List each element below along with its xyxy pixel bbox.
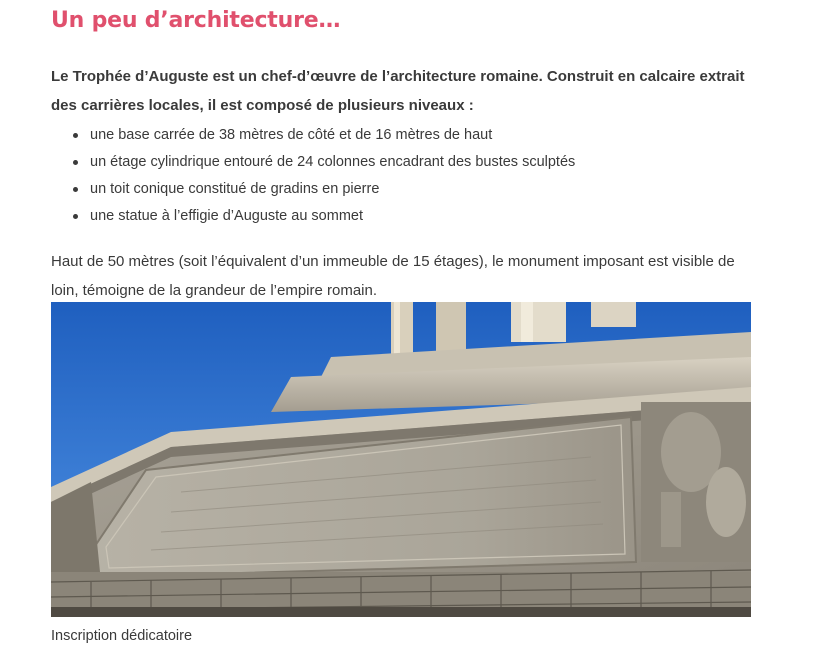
bullet-icon — [73, 214, 78, 219]
feature-list — [51, 122, 751, 230]
list-item — [73, 149, 751, 176]
list-item-text: une statue à l’effigie d’Auguste au sommet — [90, 208, 363, 224]
list-item-text: une base carrée de 38 mètres de côté et de 16 mètres de haut — [90, 127, 493, 143]
intro-paragraph: Le Trophée d’Auguste est un chef-d’œuvre de l’architecture romaine. Construit en calcaire extrait des carrières locales, il est composé de plusieurs niveaux : — [51, 68, 745, 114]
list-item-text: un étage cylindrique entouré de 24 colonnes encadrant des bustes sculptés — [90, 154, 576, 170]
section-heading: Un peu d’architecture… — [51, 8, 341, 33]
photo-caption: Inscription dédicatoire — [51, 628, 193, 644]
list-item-text: un toit conique constitué de gradins en pierre — [90, 181, 380, 197]
bullet-icon — [73, 160, 78, 165]
list-item — [73, 203, 751, 230]
bullet-icon — [73, 187, 78, 192]
list-item — [73, 176, 751, 203]
monument-photo — [51, 302, 751, 617]
article — [51, 0, 751, 305]
bullet-icon — [73, 133, 78, 138]
body-paragraph: Haut de 50 mètres (soit l’équivalent d’un immeuble de 15 étages), le monument imposant est visible de loin, témoigne de la grandeur de l’empire romain. — [51, 253, 735, 299]
list-item — [73, 122, 751, 149]
